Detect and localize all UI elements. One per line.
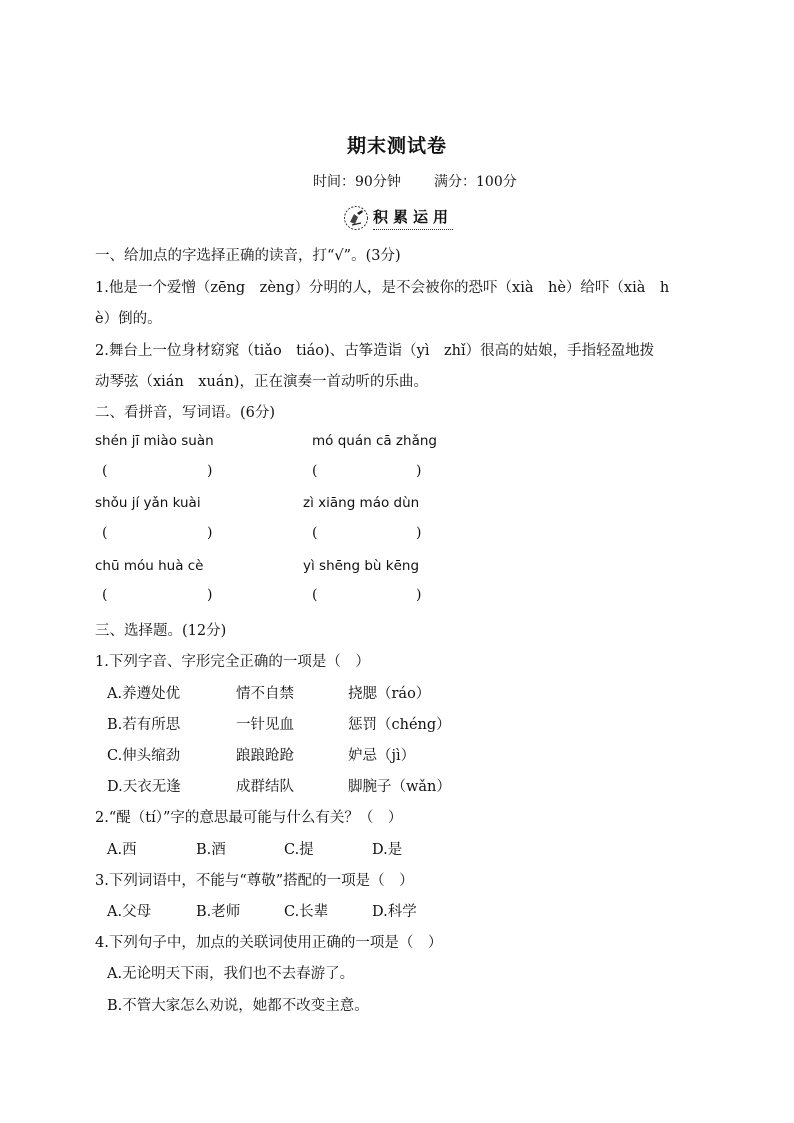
q2-heading: 二、看拼音，写词语。(6分) (95, 405, 276, 421)
option-a: A.无论明天下雨，我们也不去春游了。 (107, 966, 355, 982)
option-a-word3: 挠腮（ráo） (348, 686, 431, 702)
q1-item1-line1: 1.他是一个爱憎（zēng zèng）分明的人，是不会被你的恐吓（xià hè）给吓（xià h (95, 280, 670, 296)
option-a: A.养遵处优 (107, 686, 181, 702)
pinyin-prompt: shén jī miào suàn (95, 433, 214, 449)
pinyin-prompt: chū móu huà cè (95, 558, 204, 574)
q3-item2-question: 2.“醍（tí）”字的意思最可能与什么有关？（ ） (95, 810, 403, 826)
answer-paren-left: ( (102, 463, 108, 479)
option-b: B.不管大家怎么劝说，她都不改变主意。 (107, 998, 369, 1014)
answer-paren-left: ( (312, 587, 318, 603)
answer-paren-right: ) (207, 587, 213, 603)
answer-paren-right: ) (416, 525, 422, 541)
pinyin-prompt: mó quán cā zhǎng (312, 433, 437, 449)
exam-time: 时间：90分钟 (313, 174, 401, 190)
pinyin-prompt: yì shēng bù kēng (303, 558, 420, 574)
pinyin-prompt: shǒu jí yǎn kuài (95, 495, 201, 511)
option-d: D.天衣无逢 (107, 779, 181, 795)
page-title: 期末测试卷 (346, 135, 447, 157)
option-b-word3: 惩罚（chéng） (348, 717, 451, 733)
option-d-word2: 成群结队 (236, 779, 294, 795)
option-a: A.西 (107, 842, 137, 858)
pinyin-prompt: zì xiāng máo dùn (303, 495, 420, 511)
option-d: D.科学 (372, 904, 417, 920)
answer-paren-left: ( (312, 525, 318, 541)
q3-item3-question: 3.下列词语中，不能与“尊敬”搭配的一项是（ ） (95, 873, 414, 889)
option-d-word3: 脚腕子（wǎn） (348, 779, 451, 795)
option-c: C.长辈 (284, 904, 329, 920)
answer-paren-right: ) (416, 587, 422, 603)
option-b: B.老师 (196, 904, 241, 920)
exam-full-score: 满分：100分 (434, 174, 517, 190)
answer-paren-right: ) (416, 463, 422, 479)
q1-item2-line1: 2.舞台上一位身材窈窕（tiǎo tiáo)、古筝造诣（yì zhǐ）很高的姑娘，手指轻盈地拨 (95, 343, 655, 359)
q1-heading: 一、给加点的字选择正确的读音，打“√”。(3分) (95, 248, 401, 264)
option-d: D.是 (372, 842, 403, 858)
option-c-word3: 妒忌（jì） (348, 748, 416, 764)
option-c: C.伸头缩劲 (107, 748, 181, 764)
section-badge (343, 205, 453, 231)
q3-heading: 三、选择题。(12分) (95, 623, 227, 639)
option-b: B.若有所思 (107, 717, 181, 733)
q3-item1-question: 1.下列字音、字形完全正确的一项是（ ） (95, 654, 370, 670)
answer-paren-left: ( (312, 463, 318, 479)
answer-paren-right: ) (207, 463, 213, 479)
option-a: A.父母 (107, 904, 152, 920)
option-b-word2: 一针见血 (236, 717, 294, 733)
option-b: B.酒 (196, 842, 226, 858)
answer-paren-left: ( (102, 587, 108, 603)
answer-paren-left: ( (102, 525, 108, 541)
option-a-word2: 情不自禁 (236, 686, 294, 702)
section-label: 积累运用 (373, 206, 453, 230)
q1-item1-line2: è）倒的。 (95, 311, 162, 327)
pen-and-book-icon (343, 205, 369, 231)
option-c: C.提 (284, 842, 314, 858)
q1-item2-line2: 动琴弦（xián xuán)，正在演奏一首动听的乐曲。 (95, 374, 428, 390)
option-c-word2: 踉踉跄跄 (236, 748, 294, 764)
q3-item4-question: 4.下列句子中，加点的关联词使用正确的一项是（ ） (95, 935, 443, 951)
answer-paren-right: ) (207, 525, 213, 541)
